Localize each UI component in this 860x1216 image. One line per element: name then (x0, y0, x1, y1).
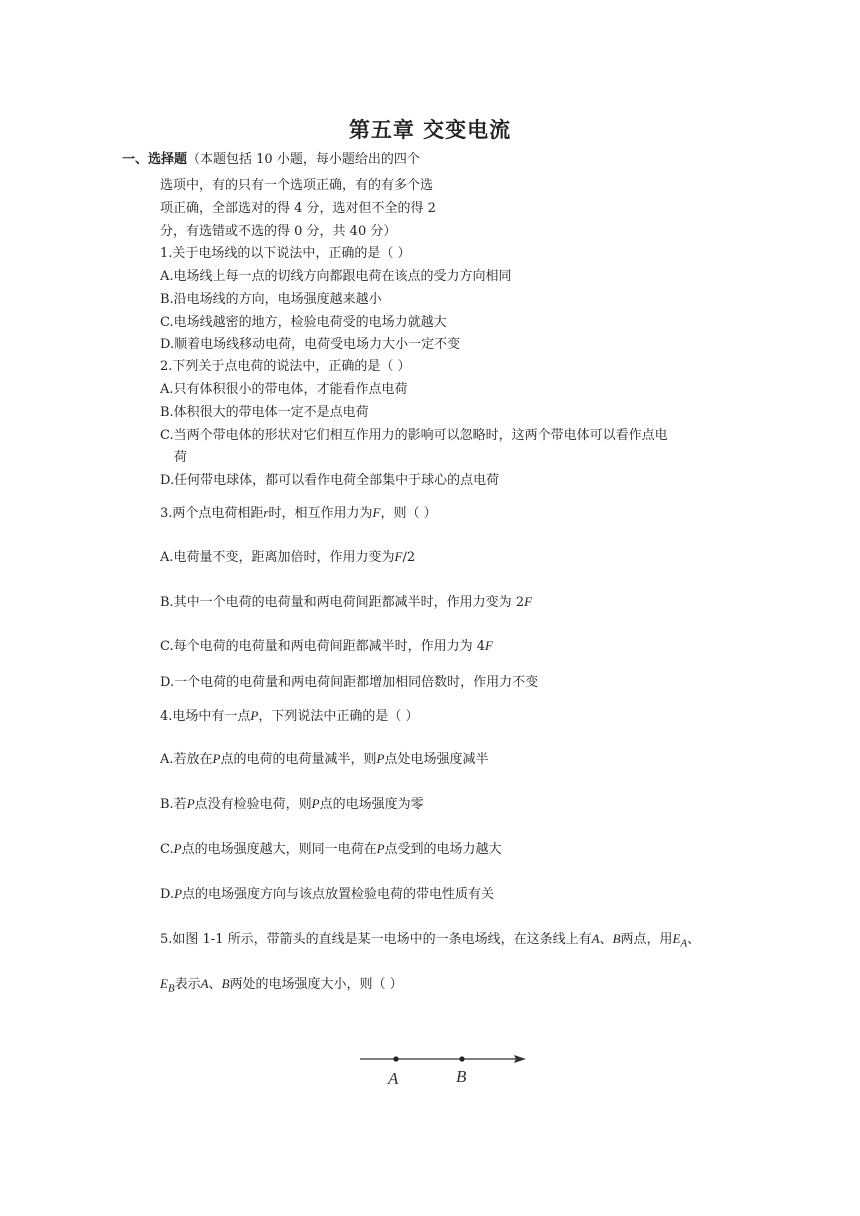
text: 点的电荷的电荷量减半，则 (220, 752, 377, 767)
text: D. (160, 887, 175, 902)
text: 、 (208, 977, 222, 992)
text: 两处的电场强度大小，则（ ） (229, 977, 403, 992)
subscript: A (680, 937, 688, 950)
variable: A (200, 976, 209, 991)
option: B.沿电场线的方向，电场强度越来越小 (160, 292, 382, 307)
point-a-label: A (388, 1069, 399, 1088)
option (160, 886, 494, 903)
variable: E (160, 976, 168, 991)
page-title: 第五章 交变电流 (348, 118, 512, 142)
text: 两点，用 (620, 932, 673, 947)
option (160, 796, 424, 813)
variable: P (212, 751, 221, 766)
variable: B (221, 976, 230, 991)
text: 5.如图 1-1 所示，带箭头的直线是某一电场中的一条电场线，在这条线上有 (160, 932, 592, 947)
variable: A (591, 931, 600, 946)
text: 点没有检验电荷，则 (194, 797, 312, 812)
text: 时，相互作用力为 (268, 506, 373, 521)
option: D.一个电荷的电荷量和两电荷间距都增加相同倍数时，作用力不变 (160, 675, 539, 690)
text: 点的电场强度越大，则同一电荷在 (181, 842, 377, 857)
text: 点受到的电场力越大 (384, 842, 502, 857)
option (160, 594, 532, 611)
section-instructions-line: 分，有选错或不选的得 0 分，共 40 分） (160, 224, 397, 239)
variable: P (376, 841, 385, 856)
text: ，则（ ） (380, 506, 437, 521)
text: A.若放在 (160, 752, 213, 767)
variable: B (612, 931, 621, 946)
text: 表示 (174, 977, 201, 992)
section-heading (122, 152, 420, 168)
option-continuation: 荷 (174, 450, 188, 465)
text: ，下列说法中正确的是（ ） (258, 709, 419, 724)
text: A.电荷量不变，距离加倍时，作用力变为 (160, 550, 395, 565)
variable: F (485, 638, 493, 653)
variable: E (672, 931, 681, 946)
section-instructions-line: 项正确，全部选对的得 4 分，选对但不全的得 2 (160, 201, 436, 216)
question-stem (160, 708, 419, 725)
variable: r (263, 505, 269, 520)
section-name: 选择题 (148, 152, 188, 167)
question-stem: 1.关于电场线的以下说法中，正确的是（ ） (160, 246, 411, 261)
subscript: B (167, 982, 175, 995)
text: 、 (599, 932, 613, 947)
text: 4.电场中有一点 (160, 709, 251, 724)
text: 3.两个点电荷相距 (160, 506, 264, 521)
text: B.其中一个电荷的电荷量和两电荷间距都减半时，作用力变为 2 (160, 595, 525, 610)
point-b-dot (459, 1056, 464, 1061)
text: B.若 (160, 797, 187, 812)
question-stem-continuation (160, 976, 403, 997)
text: /2 (402, 550, 416, 565)
question-stem: 2.下列关于点电荷的说法中，正确的是（ ） (160, 359, 411, 374)
question-stem (160, 505, 437, 522)
variable: P (376, 751, 385, 766)
question-stem (160, 931, 700, 952)
option (160, 638, 493, 655)
option: C.当两个带电体的形状对它们相互作用力的影响可以忽略时，这两个带电体可以看作点电 (160, 428, 668, 443)
option (160, 841, 502, 858)
option: D.顺着电场线移动电荷，电荷受电场力大小一定不变 (160, 337, 461, 352)
electric-field-line-figure (358, 1046, 533, 1090)
text: 点处电场强度减半 (384, 752, 489, 767)
variable: F (372, 505, 381, 520)
variable: P (250, 708, 259, 723)
section-instructions-line: （本题包括 10 小题，每小题给出的四个 (187, 152, 420, 167)
section-instructions-line: 选项中，有的只有一个选项正确，有的有多个选 (160, 178, 434, 193)
point-b-label: B (456, 1067, 467, 1086)
section-number: 一、 (122, 152, 149, 167)
variable: F (394, 549, 403, 564)
text: C.每个电荷的电荷量和两电荷间距都减半时，作用力为 4 (160, 639, 486, 654)
text: 、 (687, 932, 701, 947)
option: A.只有体积很小的带电体，才能看作点电荷 (160, 382, 408, 397)
variable: P (173, 841, 182, 856)
option (160, 549, 415, 566)
option: D.任何带电球体，都可以看作电荷全部集中于球心的点电荷 (160, 473, 500, 488)
point-a-dot (393, 1056, 398, 1061)
option: A.电场线上每一点的切线方向都跟电荷在该点的受力方向相同 (160, 269, 512, 284)
option (160, 751, 488, 768)
variable: P (174, 886, 183, 901)
variable: P (311, 796, 320, 811)
text: C. (160, 842, 174, 857)
option: C.电场线越密的地方，检验电荷受的电场力就越大 (160, 315, 447, 330)
variable: F (524, 594, 533, 609)
variable: P (186, 796, 195, 811)
option: B.体积很大的带电体一定不是点电荷 (160, 405, 369, 420)
text: 点的电场强度为零 (319, 797, 424, 812)
text: 点的电场强度方向与该点放置检验电荷的带电性质有关 (182, 887, 495, 902)
